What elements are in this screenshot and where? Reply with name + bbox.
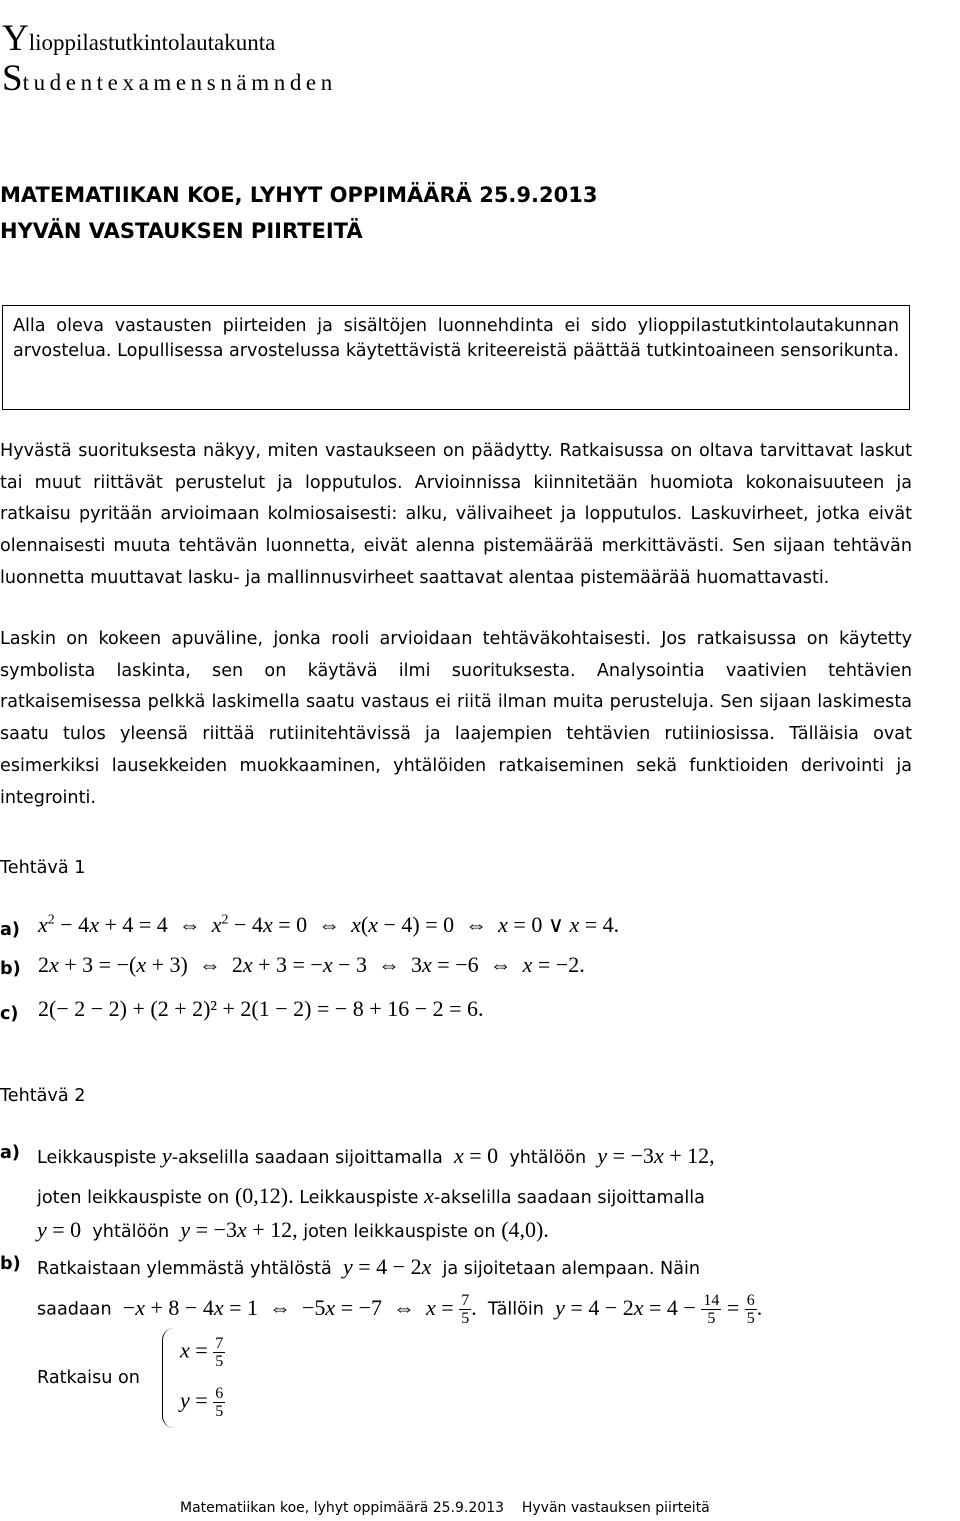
task2-a-text7: yhtälöön [92,1222,170,1242]
task1-heading: Tehtävä 1 [0,858,86,878]
footer [180,1500,710,1516]
task2-a-line2 [37,1183,705,1209]
task1-a-equation: $x^2 - 4x + 4 = 4$ ⇔ $x^2 - 4x = 0$ ⇔ x(x − 4) = 0 ⇔ x = 0 ∨ x = 4. [38,912,620,937]
eq-line-2: y = −3x + 12, [180,1217,298,1242]
task2-b-text5: Ratkaisu on [37,1368,140,1388]
task2-a-text5: Leikkauspiste [299,1188,419,1208]
eq-y-0: y = 0 [37,1217,82,1242]
task2-b-text1: Ratkaistaan ylemmästä yhtälöstä [37,1259,332,1279]
paragraph-grading: Hyvästä suorituksesta näkyy, miten vastaukseen on päädytty. Ratkaisussa on oltava tarvittavat laskut tai muut riittävät perustelut ja lopputulos. Arvioinnissa kiinnitetään huomiota kokonaisuuteen ja ratkaisu pyritään arvioimaan kolmiosaisesti: alku, välivaiheet ja lopputulos. Laskuvirheet, jotka eivät olennaisesti muuta tehtävän luonnetta, eivät alenna pistemäärää merkittävästi. Sen sijaan tehtävän luonnetta muuttavat lasku- ja mallinnusvirheet saattavat alentaa pistemäärää huomattavasti. [0,441,912,588]
eq-y-value: y = 4 − 2x = 4 − $\frac{14}{5}$ = $\frac{6}{5}$ . [555,1292,763,1327]
paragraph-calculator: Laskin on kokeen apuväline, jonka rooli arvioidaan tehtäväkohtaisesti. Jos ratkaisussa on käytetty symbolista laskinta, sen on käytävä ilmi suorituksesta. Analysointia vaativien tehtävien ratkaisemisessa pelkkä laskimella saatu vastaus ei riitä ilman muita perusteluja. Sen sijaan laskimesta saatu tulos yleensä riittää rutiinitehtävissä ja laajempien tehtävien rutiiniosissa. Tälläisia ovat esimerkiksi lausekkeiden muokkaaminen, yhtälöiden ratkaiseminen sekä funktioiden derivointi ja integrointi. [0,629,912,808]
task1-c-equation: 2(− 2 − 2) + (2 + 2)² + 2(1 − 2) = − 8 + 16 − 2 = 6. [38,996,484,1021]
task2-a-text4: joten leikkauspiste on [37,1188,230,1208]
task2-b-line1 [37,1254,700,1280]
task2-b-label: b) [0,1254,21,1274]
task2-a-point2: (4,0). [501,1217,549,1242]
task2-a-line1 [37,1143,715,1169]
page-title-line-2: HYVÄN VASTAUKSEN PIIRTEITÄ [0,219,363,243]
eq-line: y = −3x + 12, [597,1143,715,1168]
page-title-line-1: MATEMATIIKAN KOE, LYHYT OPPIMÄÄRÄ 25.9.2013 [0,183,598,207]
footer-left: Matematiikan koe, lyhyt oppimäärä 25.9.2013 [180,1500,505,1516]
disclaimer-box: Alla oleva vastausten piirteiden ja sisältöjen luonnehdinta ei sido ylioppilastutkintolautakunnan arvostelua. Lopullisessa arvostelussa käytettävistä kriteereistä päättää tutkintoaineen sensorikunta. [2,305,910,410]
task2-b-text3: saadaan [37,1299,112,1320]
task1-b-equation: 2x + 3 = −(x + 3) ⇔ 2x + 3 = −x − 3 ⇔ 3x = −6 ⇔ x = −2. [38,952,585,977]
eq-substitution: −x + 8 − 4x = 1 ⇔ −5x = −7 ⇔ x = $\frac{7}{5}$ . [122,1292,477,1327]
task2-b-text4: Tällöin [487,1299,544,1320]
task2-b-text2: ja sijoitetaan alempaan. Näin [442,1259,701,1279]
task2-a-text3: yhtälöön [509,1148,587,1168]
task2-a-line3 [37,1217,549,1243]
var-y: y [161,1143,172,1168]
eq-y-solved: y = 4 − 2x [343,1254,432,1279]
task2-a-text2: -akselilla saadaan sijoittamalla [171,1148,443,1168]
task2-b-line2 [37,1292,762,1327]
task2-a-point1: (0,12). [234,1183,294,1208]
task2-a-text6: -akselilla saadaan sijoittamalla [433,1188,705,1208]
logo-line-2 [2,60,337,97]
task2-heading: Tehtävä 2 [0,1086,86,1106]
footer-right: Hyvän vastauksen piirteitä [521,1500,710,1516]
task1-c-label: c) [0,1004,19,1024]
system-brace [162,1328,177,1428]
solution-y: y = $\frac{6}{5}$ [180,1385,224,1420]
logo-initial-y: Y [2,18,29,59]
task1-a-label: a) [0,920,20,940]
logo-text-2: tudentexamensnämnden [22,70,337,95]
task1-b-label: b) [0,959,21,979]
task2-a-text1: Leikkauspiste [37,1148,157,1168]
logo-initial-s: S [2,58,23,99]
task2-a-label: a) [0,1143,20,1163]
var-x: x [424,1183,434,1208]
solution-x: x = $\frac{7}{5}$ [180,1335,224,1370]
task2-a-text8: joten leikkauspiste on [303,1222,496,1242]
logo-text-1: lioppilastutkintolautakunta [28,30,276,55]
eq-x-0: x = 0 [453,1143,499,1168]
logo-line-1 [2,20,275,57]
